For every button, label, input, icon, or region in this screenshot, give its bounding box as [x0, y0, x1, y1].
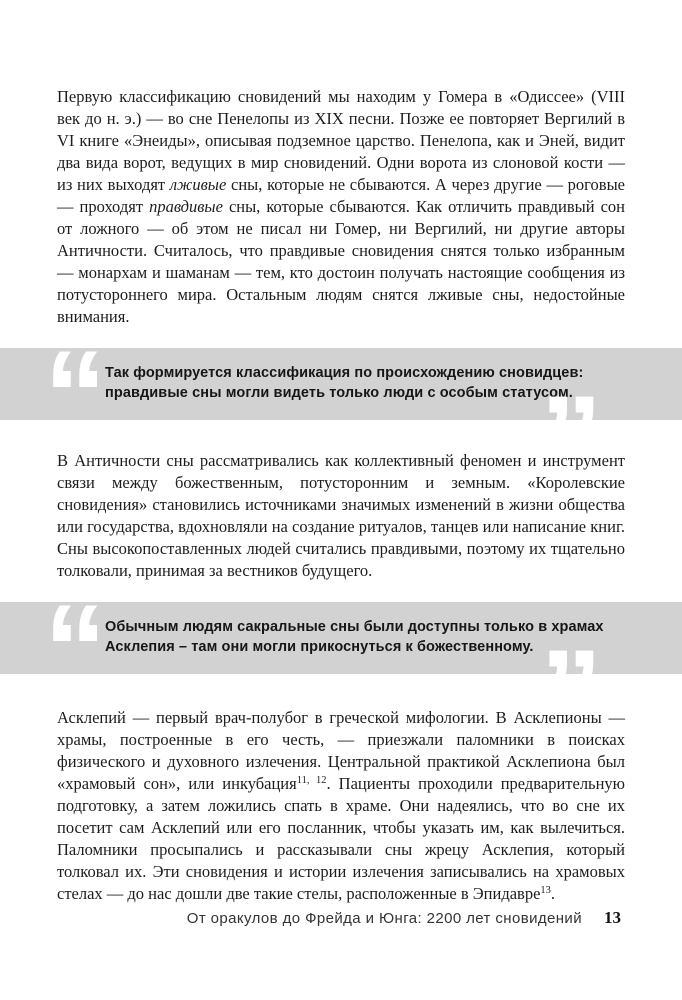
pull-quote-text: Обычным людям сакральные сны были доступны только в храмах Асклепия – там они могли прикоснуться к божественному. — [105, 619, 604, 655]
paragraph-asclepius-incubation: Асклепий — первый врач-полубог в греческой мифологии. В Асклепионы — храмы, построенные в его честь, — приезжали паломники в поисках физического и духовного излечения. Центральной практикой Асклепиона был «храмовый сон», или инкубация$^{11, 12}$. Пациенты проходили предварительную подготовку, а затем ложились спать в храме. Они надеялись, что во сне их посетит сам Асклепий или его посланник, чтобы указать им, как вылечиться. Паломники просыпались и рассказывали сны жрецу Асклепия, который толковал их. Эти сновидения и истории излечения записывались на храмовых стелах — до нас дошли две такие стелы, расположенные в Эпидавре$^{13}$. — [57, 708, 625, 903]
paragraph-antiquity-collective-dreams: В Античности сны рассматривались как коллективный феномен и инструмент связи между божественным, потусторонним и земным. «Королевские сновидения» становились источниками значимых изменений в жизни общества или государства, вдохновляли на создание ритуалов, танцев или написание книг. Сны высокопоставленных людей считались правдивыми, поэтому их тщательно толковали, принимая за вестников будущего. — [57, 451, 625, 580]
open-quote-icon: “ — [44, 326, 107, 465]
pull-quote-asclepius-temples — [0, 580, 682, 764]
close-quote-icon: ” — [540, 625, 603, 764]
page-footer — [187, 908, 621, 928]
close-quote-icon: ” — [540, 371, 603, 510]
paragraph-homer-classification: Первую классификацию сновидений мы находим у Гомера в «Одиссее» (VIII век до н. э.) — во сне Пенелопы из XIX песни. Позже ее повторяет Вергилий в VI книге «Энеиды», описывая подземное царство. Пенелопа, как и Эней, видит два вида ворот, ведущих в мир сновидений. Одни ворота из слоновой кости — из них выходят лживые сны, которые не сбываются. А через другие — роговые — проходят правдивые сны, которые сбываются. Как отличить правдивый сон от ложного — об этом не писал ни Гомер, ни Вергилий, ни другие авторы Античности. Считалось, что правдивые сновидения снятся только избранным — монархам и шаманам — тем, кто достоин получать настоящие сообщения из потустороннего мира. Остальным людям снятся лживые сны, недостойные внимания. — [57, 87, 626, 326]
running-title: От оракулов до Фрейда и Юнга: 2200 лет сновидений — [186, 910, 582, 927]
pull-quote-text: Так формируется классификация по происхождению сновидцев: правдивые сны могли видеть только люди с особым статусом. — [105, 365, 584, 401]
open-quote-icon: “ — [44, 580, 107, 719]
page-number: 13 — [604, 908, 621, 927]
pull-quote-dreamers-status — [0, 326, 682, 510]
